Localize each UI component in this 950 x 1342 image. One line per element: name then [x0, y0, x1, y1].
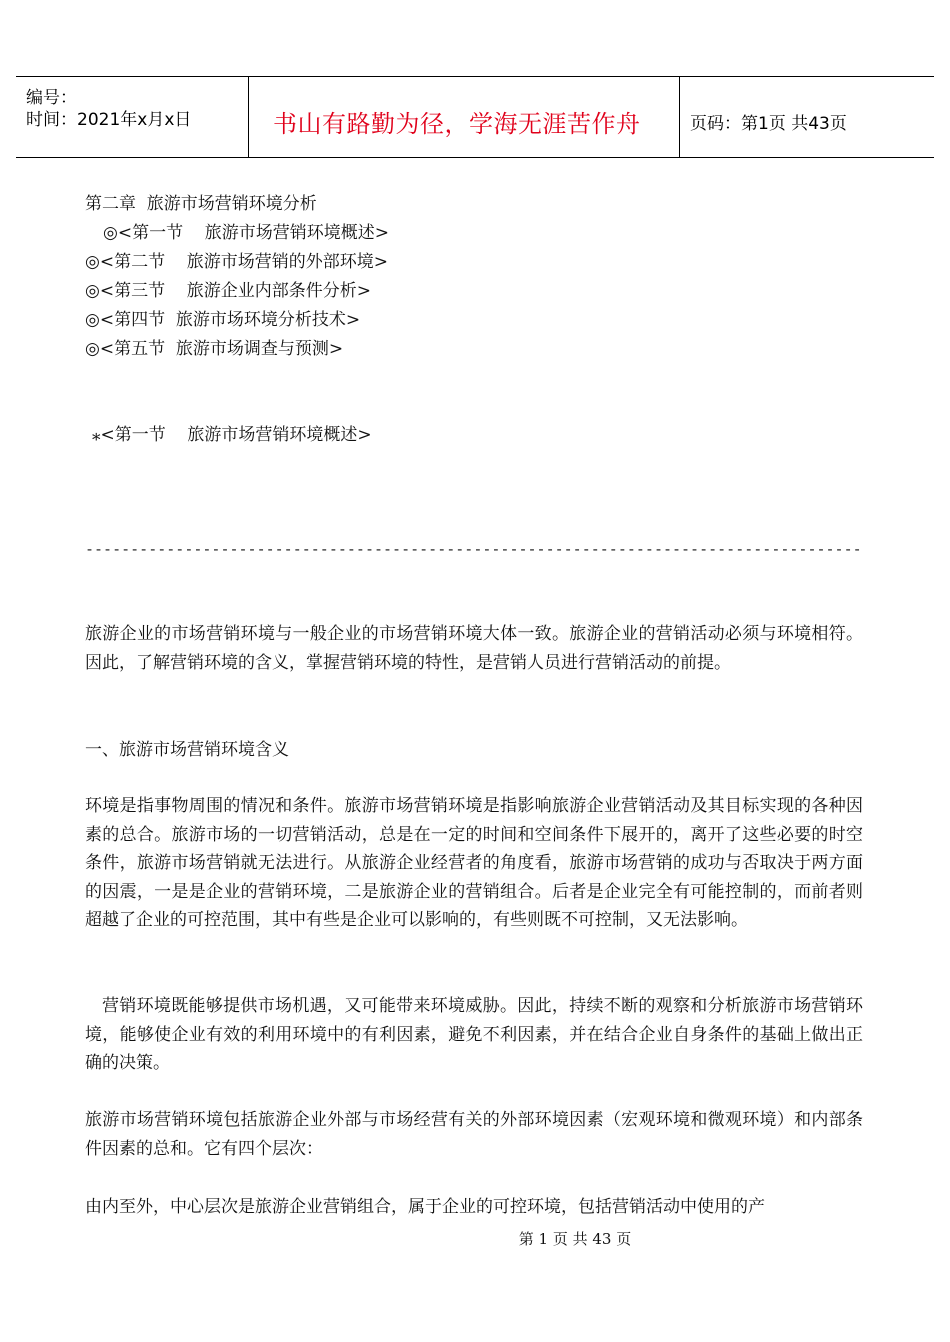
toc-item: ◎<第三节 旅游企业内部条件分析> — [85, 281, 371, 301]
header-meta-cell — [16, 77, 249, 157]
document-header — [16, 76, 934, 158]
page-info: 页码：第1页 共43页 — [690, 114, 847, 134]
dashed-divider: -------------------------------------------------------------------------------------- — [85, 540, 862, 558]
table-of-contents — [85, 190, 865, 364]
paragraph: 营销环境既能够提供市场机遇，又可能带来环境威胁。因此，持续不断的观察和分析旅游市场营销环境，能够使企业有效的利用环境中的有利因素，避免不利因素，并在结合企业自身条件的基础上做出正确的决策。 — [85, 996, 863, 1073]
motto-text: 书山有路勤为径，学海无涯苦作舟 — [273, 110, 641, 138]
toc-item: ◎<第二节 旅游市场营销的外部环境> — [85, 252, 388, 272]
paragraph: 环境是指事物周围的情况和条件。旅游市场营销环境是指影响旅游企业营销活动及其目标实现的各种因素的总合。旅游市场的一切营销活动，总是在一定的时间和空间条件下展开的，离开了这些必要的时空条件，旅游市场营销就无法进行。从旅游企业经营者的角度看，旅游市场营销的成功与否取决于两方面的因震，一是是企业的营销环境，二是旅游企业的营销组合。后者是企业完全有可能控制的，而前者则超越了企业的可控范围，其中有些是企业可以影响的，有些则既不可控制，又无法影响。 — [85, 796, 863, 930]
section-heading: ⁎<第一节 旅游市场营销环境概述> — [92, 425, 372, 445]
chapter-title: 第二章 旅游市场营销环境分析 — [85, 194, 317, 214]
page-footer — [0, 1228, 950, 1249]
paragraph: 由内至外，中心层次是旅游企业营销组合，属于企业的可控环境，包括营销活动中使用的产 — [85, 1197, 765, 1217]
toc-item: ◎<第四节 旅游市场环境分析技术> — [85, 310, 361, 330]
serial-number-label: 编号： — [26, 88, 77, 108]
subheading: 一、旅游市场营销环境含义 — [85, 740, 289, 760]
paragraph: 旅游企业的市场营销环境与一般企业的市场营销环境大体一致。旅游企业的营销活动必须与环境相符。因此，了解营销环境的含义，掌握营销环境的特性，是营销人员进行营销活动的前提。 — [85, 624, 863, 673]
toc-item: ◎<第一节 旅游市场营销环境概述> — [103, 223, 389, 243]
header-page-cell — [680, 77, 934, 157]
header-motto-cell — [249, 77, 680, 157]
footer-page-number: 第 1 页 共 43 页 — [518, 1230, 632, 1248]
toc-item: ◎<第五节 旅游市场调查与预测> — [85, 339, 344, 359]
time-label: 时间：2021年x月x日 — [26, 110, 192, 130]
paragraph: 旅游市场营销环境包括旅游企业外部与市场经营有关的外部环境因素（宏观环境和微观环境）和内部条件因素的总和。它有四个层次： — [85, 1110, 863, 1159]
